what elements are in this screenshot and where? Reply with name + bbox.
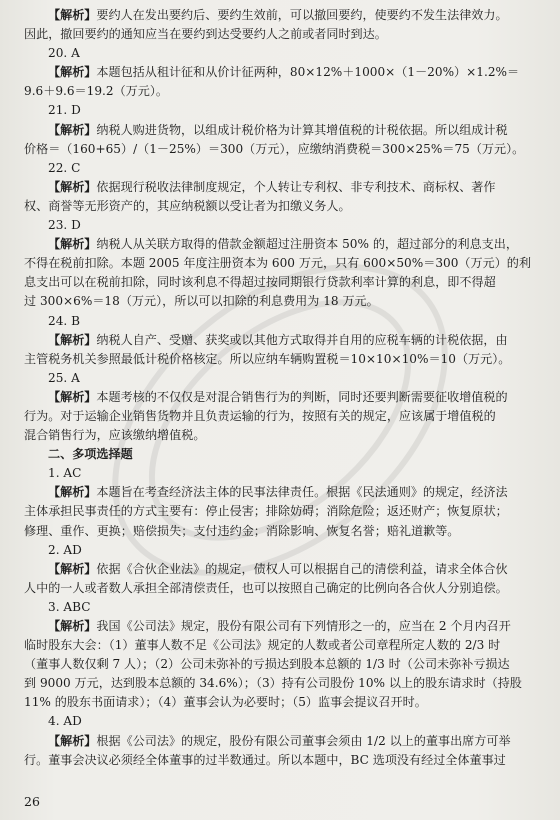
text-line <box>24 292 542 311</box>
line-text: （董事人数仅剩 7 人）；（2）公司未弥补的亏损达到股本总额的 1/3 时（公司未弥补亏损达 <box>24 657 510 672</box>
line-text: 到 9000 万元，达到股本总额的 34.6%）；（3）持有公司股份 10% 以上的股东请求时（持股 <box>24 676 522 691</box>
line-text: 1. AC <box>48 466 82 481</box>
line-text: 息支出可以在税前扣除，同时该利息不得超过按同期银行贷款利率计算的利息，即不得超 <box>24 275 496 290</box>
line-text: 混合销售行为，应该缴纳增值税。 <box>24 428 206 443</box>
heading-text: 二、多项选择题 <box>48 447 133 462</box>
text-line <box>24 101 542 120</box>
analysis-tag: 【解析】 <box>48 65 97 80</box>
text-line <box>24 732 542 751</box>
text-line <box>24 350 542 369</box>
line-text: 本题考核的不仅仅是对混合销售行为的判断，同时还要判断需要征收增值税的 <box>96 389 508 404</box>
text-line <box>24 121 542 140</box>
text-line <box>24 464 542 483</box>
line-text: 纳税人从关联方取得的借款金额超过注册资本 50% 的，超过部分的利息支出， <box>96 237 518 252</box>
line-text: 行。董事会决议必须经全体董事的过半数通过。所以本题中，BC 选项没有经过全体董事过 <box>24 752 506 767</box>
text-line <box>24 693 542 712</box>
line-text: 依据现行税收法律制度规定，个人转让专利权、非专利技术、商标权、著作 <box>96 179 496 194</box>
text-line <box>24 426 542 445</box>
text-line <box>24 522 542 541</box>
line-text: 人中的一人或者数人承担全部清偿责任，也可以按照自己确定的比例向各合伙人分别追偿。 <box>24 580 508 595</box>
line-text: 2. AD <box>48 542 82 557</box>
line-text: 24. B <box>48 313 80 328</box>
line-text: 4. AD <box>48 714 82 729</box>
analysis-tag: 【解析】 <box>48 389 97 404</box>
analysis-tag: 【解析】 <box>48 485 97 500</box>
section-heading <box>24 445 542 464</box>
text-line <box>24 541 542 560</box>
text-line <box>24 6 542 25</box>
line-text: 纳税人自产、受赠、获奖或以其他方式取得并自用的应税车辆的计税依据，由 <box>96 332 508 347</box>
analysis-tag: 【解析】 <box>48 733 97 748</box>
line-text: 因此，撤回要约的通知应当在要约到达受要约人之前或者同时到达。 <box>24 27 387 42</box>
text-line <box>24 197 542 216</box>
text-line <box>24 331 542 350</box>
text-line <box>24 178 542 197</box>
text-line <box>24 312 542 331</box>
analysis-tag: 【解析】 <box>48 561 97 576</box>
text-line <box>24 598 542 617</box>
text-line <box>24 44 542 63</box>
line-text: 依据《合伙企业法》的规定，债权人可以根据自己的清偿利益，请求全体合伙 <box>96 561 508 576</box>
line-text: 22. C <box>48 160 81 175</box>
text-line <box>24 140 542 159</box>
line-text: 修理、重作、更换；赔偿损失；支付违约金；消除影响、恢复名誉；赔礼道歉等。 <box>24 523 460 538</box>
text-line <box>24 655 542 674</box>
text-line <box>24 235 542 254</box>
text-line <box>24 369 542 388</box>
line-text: 主体承担民事责任的方式主要有：停止侵害；排除妨碍；消除危险；返还财产；恢复原状； <box>24 504 508 519</box>
analysis-tag: 【解析】 <box>48 179 97 194</box>
line-text: 我国《公司法》规定，股份有限公司有下列情形之一的，应当在 2 个月内召开 <box>96 619 511 633</box>
text-line <box>24 159 542 178</box>
text-line <box>24 63 542 82</box>
page-number: 26 <box>24 794 40 809</box>
analysis-tag: 【解析】 <box>48 8 97 22</box>
text-line <box>24 407 542 426</box>
answer-explanations <box>24 6 542 770</box>
text-line <box>24 254 542 273</box>
line-text: 3. ABC <box>48 599 91 614</box>
line-text: 根据《公司法》的规定，股份有限公司董事会须由 1/2 以上的董事出席方可举 <box>96 733 511 748</box>
line-text: 11% 的股东书面请求）；（4）董事会认为必要时；（5）监事会提议召开时。 <box>24 695 427 710</box>
text-line <box>24 82 542 101</box>
text-line <box>24 273 542 292</box>
line-text: 本题旨在考查经济法主体的民事法律责任。根据《民法通则》的规定，经济法 <box>96 485 508 500</box>
line-text: 25. A <box>48 370 80 385</box>
text-line <box>24 388 542 407</box>
line-text: 本题包括从租计征和从价计征两种，80×12%＋1000×（1－20%）×1.2%＝ <box>96 65 520 80</box>
line-text: 23. D <box>48 218 81 233</box>
text-line <box>24 617 542 636</box>
text-line <box>24 483 542 502</box>
line-text: 21. D <box>48 103 81 118</box>
text-line <box>24 502 542 521</box>
line-text: 价格＝（160+65）/（1－25%）＝300（万元），应缴纳消费税＝300×25%＝75（万元）。 <box>24 141 525 156</box>
analysis-tag: 【解析】 <box>48 122 97 137</box>
line-text: 行为。对于运输企业销售货物并且负责运输的行为，按照有关的规定，应该属于增值税的 <box>24 408 496 423</box>
analysis-tag: 【解析】 <box>48 237 97 252</box>
line-text: 要约人在发出要约后、要约生效前，可以撤回要约，使要约不发生法律效力。 <box>96 8 508 22</box>
line-text: 纳税人购进货物，以组成计税价格为计算其增值税的计税依据。所以组成计税 <box>96 122 508 137</box>
line-text: 主管税务机关参照最低计税价格核定。所以应纳车辆购置税＝10×10×10%＝10（万元）。 <box>24 351 511 366</box>
analysis-tag: 【解析】 <box>48 619 97 633</box>
text-line <box>24 25 542 44</box>
line-text: 20. A <box>48 46 80 61</box>
analysis-tag: 【解析】 <box>48 332 97 347</box>
text-line <box>24 579 542 598</box>
line-text: 临时股东大会：（1）董事人数不足《公司法》规定的人数或者公司章程所定人数的 2/3 时 <box>24 638 501 653</box>
text-line <box>24 216 542 235</box>
text-line <box>24 560 542 579</box>
line-text: 过 300×6%＝18（万元），所以可以扣除的利息费用为 18 万元。 <box>24 294 379 309</box>
line-text: 9.6＋9.6＝19.2（万元）。 <box>24 84 169 99</box>
text-line <box>24 712 542 731</box>
line-text: 权、商誉等无形资产的，其应纳税额以受让者为扣缴义务人。 <box>24 198 351 213</box>
text-line <box>24 674 542 693</box>
line-text: 不得在税前扣除。本题 2005 年度注册资本为 600 万元，只有 600×50%＝300（万元）的利 <box>24 256 531 271</box>
text-line <box>24 636 542 655</box>
text-line <box>24 751 542 770</box>
